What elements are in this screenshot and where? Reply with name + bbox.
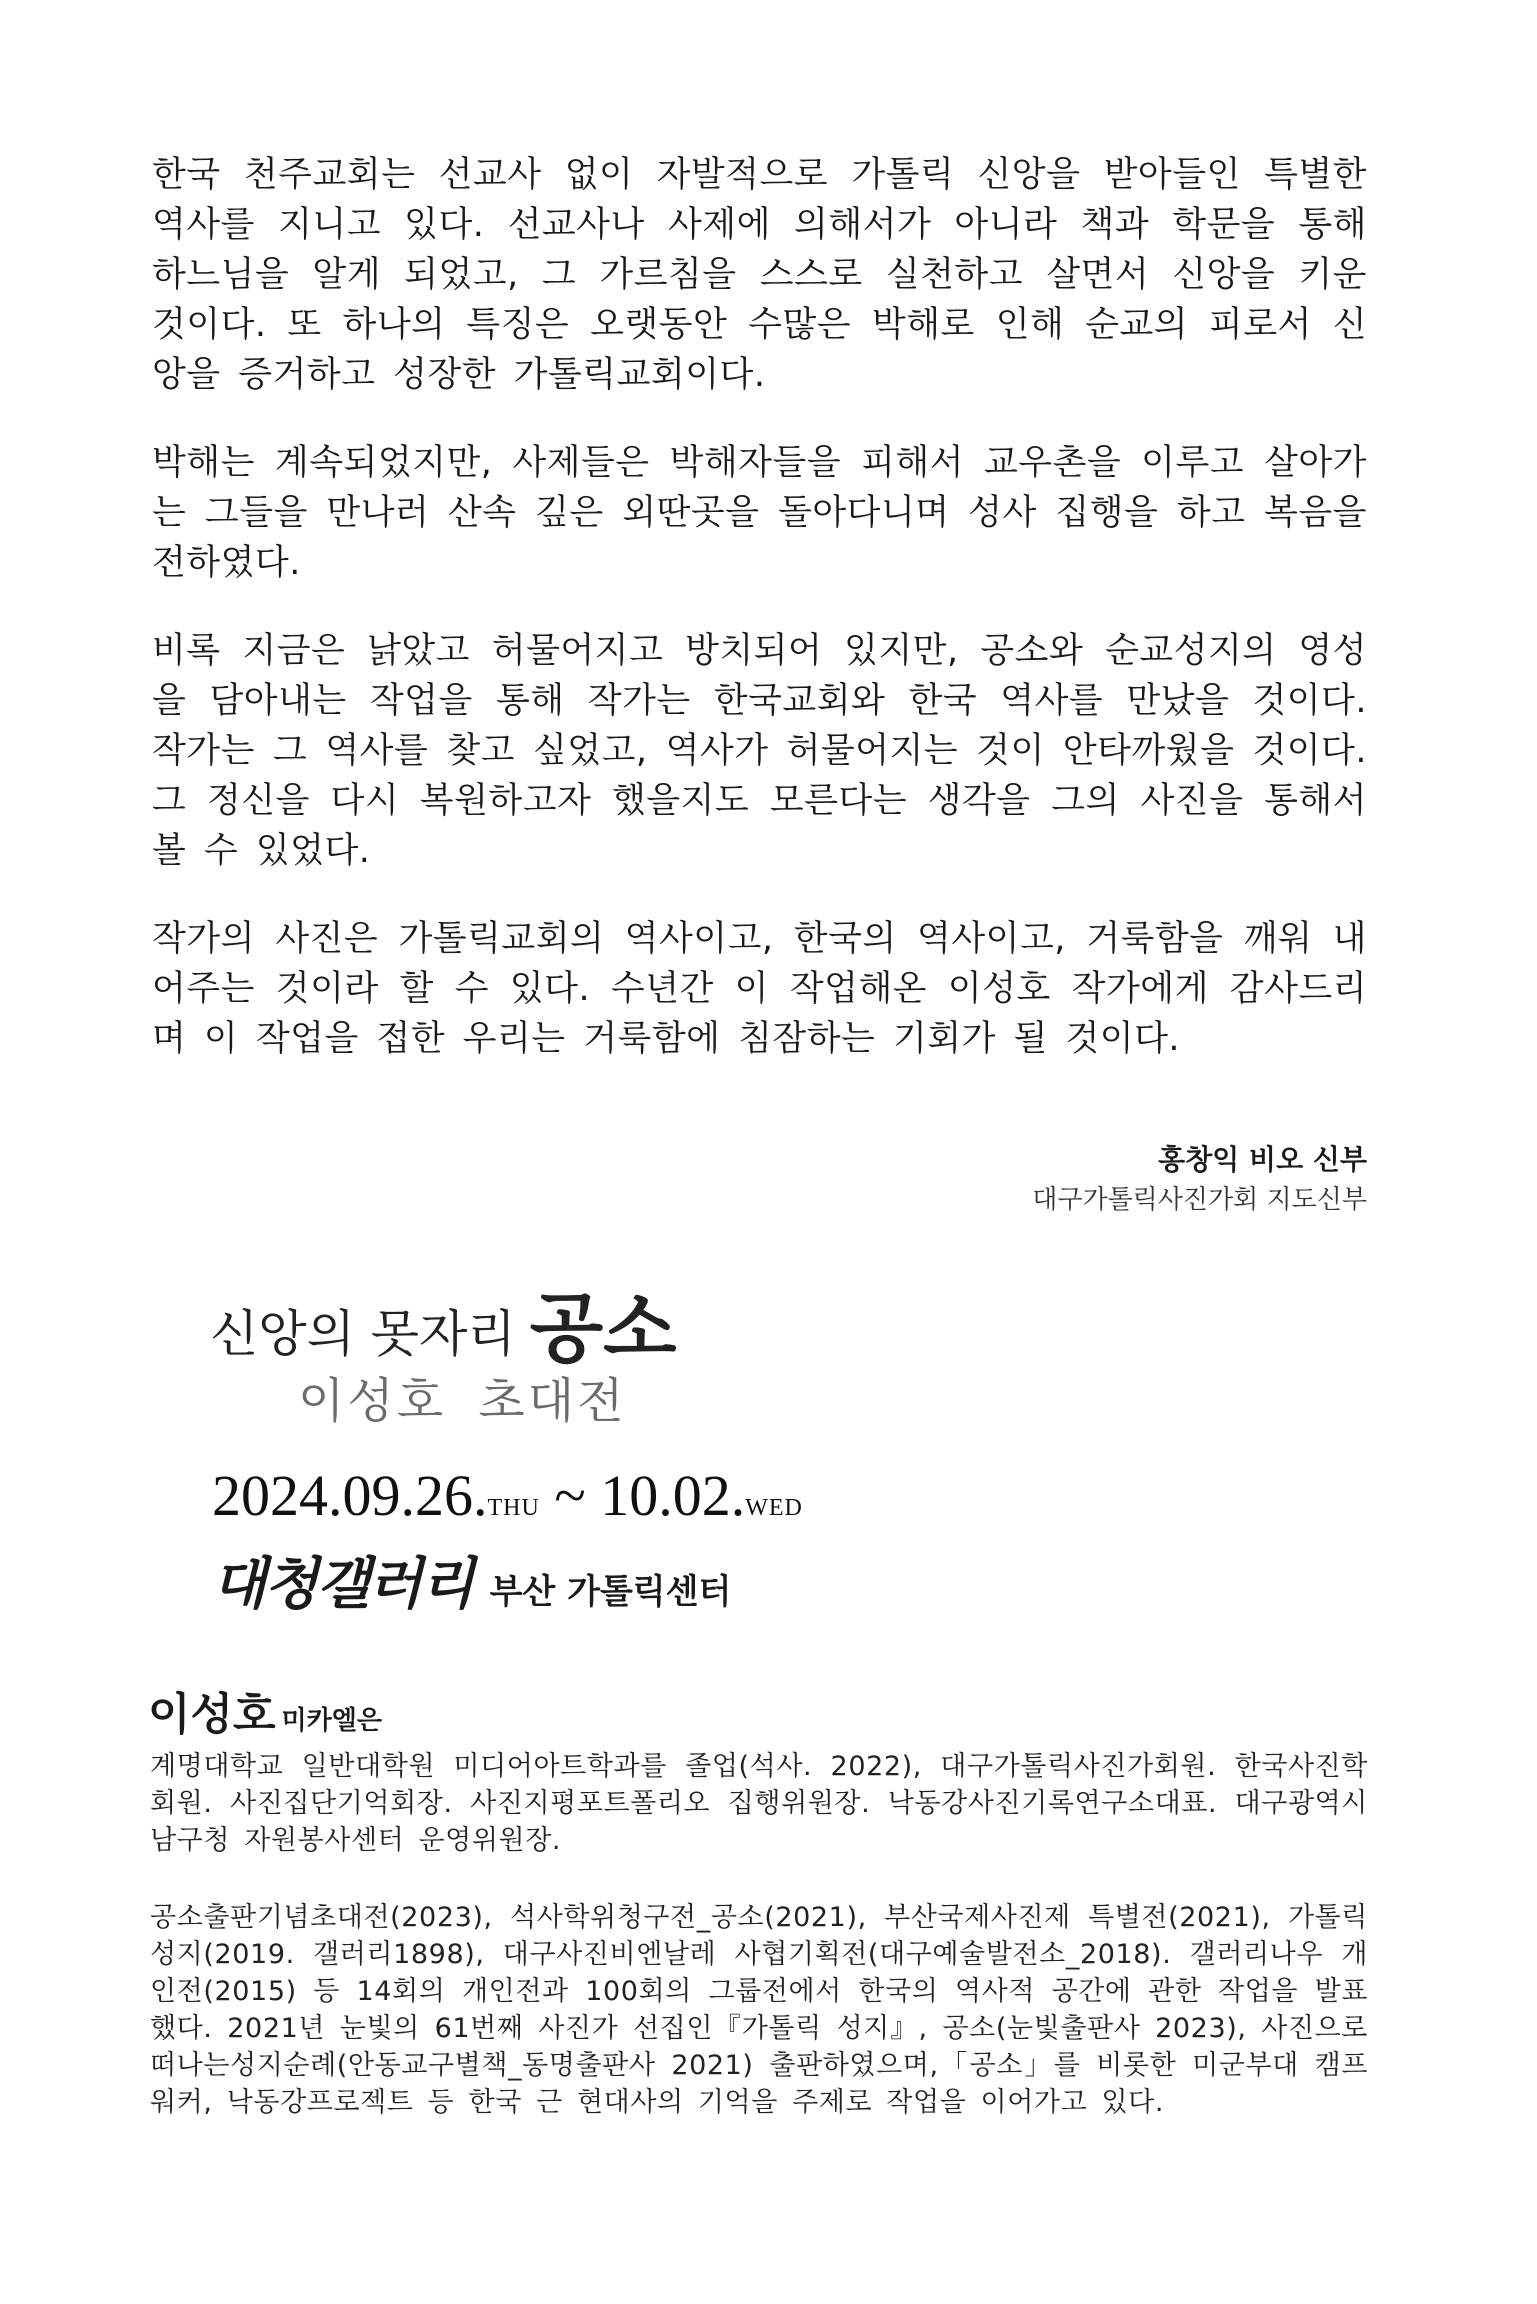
- signature: [1032, 1140, 1367, 1220]
- essay-paragraph-2: 박해는 계속되었지만, 사제들은 박해자들을 피해서 교우촌을 이루고 살아가는 그들을 만나러 산속 깊은 외딴곳을 돌아다니며 성사 집행을 하고 복음을 전하였다.: [152, 443, 1367, 583]
- essay-paragraph-3: 비록 지금은 낡았고 허물어지고 방치되어 있지만, 공소와 순교성지의 영성을 담아내는 작업을 통해 작가는 한국교회와 한국 역사를 만났을 것이다. 작가는 그 역사를 찾고 싶었고, 역사가 허물어지는 것이 안타까웠을 것이다. 그 정신을 다시 복원하고자 했을지도 모른다는 생각을 그의 사진을 통해서 볼 수 있었다.: [152, 631, 1367, 871]
- exhibition-title: [210, 1268, 677, 1377]
- date-end: 10.02.: [600, 1463, 746, 1528]
- signature-role: 대구가톨릭사진가회 지도신부: [1032, 1185, 1367, 1215]
- weekday-start: THU: [487, 1495, 540, 1521]
- gallery-logotype: 대청갤러리: [212, 1552, 473, 1617]
- bio-paragraph-1: 계명대학교 일반대학원 미디어아트학과를 졸업(석사. 2022), 대구가톨릭사진가회원. 한국사진학회원. 사진집단기억회장. 사진지평포트폴리오 집행위원장. 낙동강사진기록연구소대표. 대구광역시남구청 자원봉사센터 운영위원장.: [150, 1751, 1368, 1856]
- venue-location: 부산 가톨릭센터: [489, 1572, 732, 1612]
- signature-name: 홍창익 비오 신부: [1158, 1143, 1367, 1176]
- date-separator: ~: [554, 1463, 586, 1528]
- exhibition-subtitle: 이성호 초대전: [298, 1373, 627, 1429]
- artist-bio: [150, 1748, 1368, 2161]
- bio-paragraph-2: 공소출판기념초대전(2023), 석사학위청구전_공소(2021), 부산국제사진제 특별전(2021), 가톨릭성지(2019. 갤러리1898), 대구사진비엔날레 사협기획전(대구예술발전소_2018). 갤러리나우 개인전(2015) 등 14회의 개인전과 100회의 그룹전에서 한국의 역사적 공간에 관한 작업을 발표했다. 2021년 눈빛의 61번째 사진가 선집인『가톨릭 성지』, 공소(눈빛출판사 2023), 사진으로떠나는성지순례(안동교구별책_동명출판사 2021) 출판하였으며,「공소」를 비롯한 미군부대 캠프워커, 낙동강프로젝트 등 한국 근 현대사의 기억을 주제로 작업을 이어가고 있다.: [150, 1902, 1368, 2118]
- exhibition-title-main: 공소: [529, 1284, 677, 1373]
- artist-name: 이성호: [148, 1689, 276, 1740]
- essay: [152, 150, 1367, 1102]
- essay-paragraph-1: 한국 천주교회는 선교사 없이 자발적으로 가톨릭 신앙을 받아들인 특별한 역사를 지니고 있다. 선교사나 사제에 의해서가 아니라 책과 학문을 통해 하느님을 알게 되었고, 그 가르침을 스스로 실천하고 살면서 신앙을 키운 것이다. 또 하나의 특징은 오랫동안 수많은 박해로 인해 순교의 피로서 신앙을 증거하고 성장한 가톨릭교회이다.: [152, 155, 1367, 395]
- artist-heading: [148, 1678, 382, 1742]
- exhibition-title-prefix: 신앙의 못자리: [210, 1305, 516, 1363]
- artist-baptismal-name: 미카엘은: [281, 1706, 382, 1736]
- essay-paragraph-4: 작가의 사진은 가톨릭교회의 역사이고, 한국의 역사이고, 거룩함을 깨워 내어주는 것이라 할 수 있다. 수년간 이 작업해온 이성호 작가에게 감사드리며 이 작업을 접한 우리는 거룩함에 침잠하는 기회가 될 것이다.: [152, 919, 1367, 1059]
- weekday-end: WED: [745, 1495, 803, 1521]
- exhibition-dates: [212, 1462, 803, 1529]
- date-start: 2024.09.26.: [212, 1463, 488, 1528]
- venue: [212, 1540, 731, 1620]
